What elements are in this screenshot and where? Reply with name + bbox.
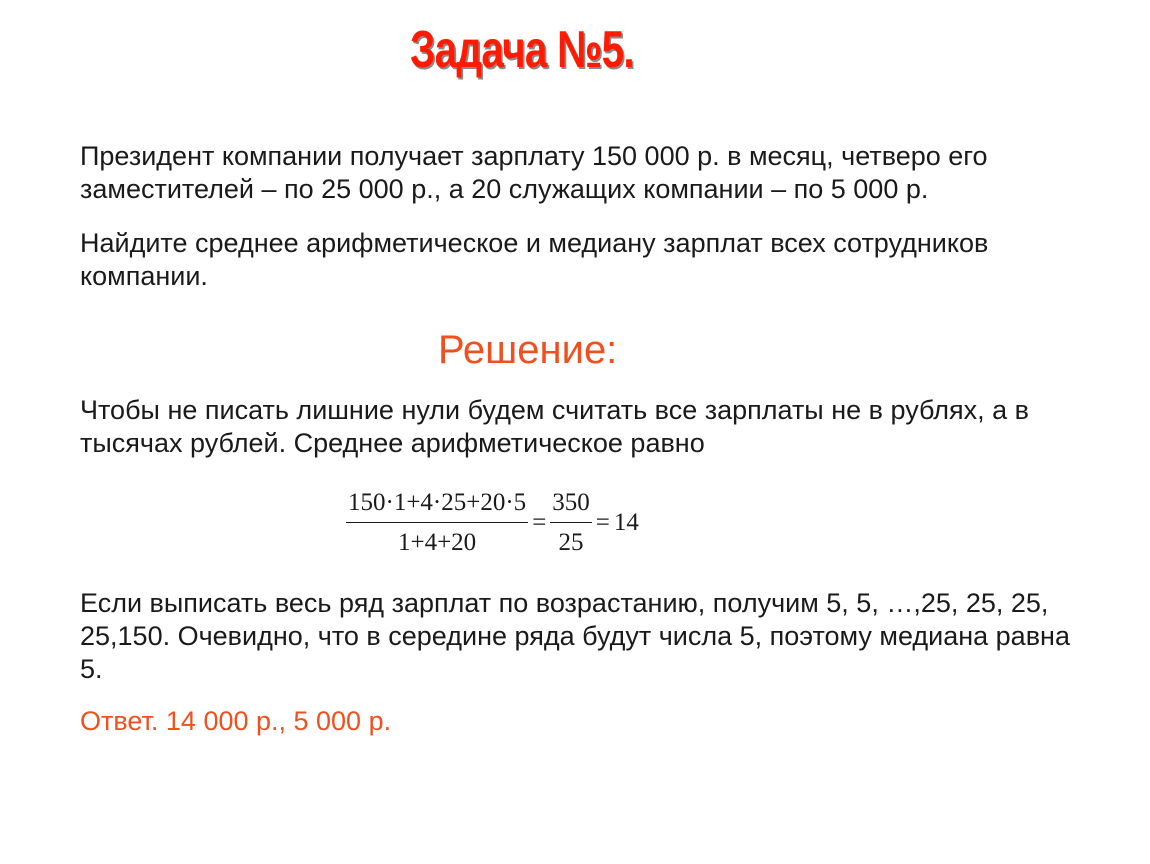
equals-sign-1: =	[532, 509, 547, 536]
problem-paragraph-1: Президент компании получает зарплату 150 000 р. в месяц, четверо его заместителей – по 25 000 р., а 20 служащих компании – по 5 000 р.	[80, 141, 988, 204]
fraction-2-numerator: 350	[552, 489, 590, 516]
solution-paragraph-2: Если выписать весь ряд зарплат по возрастанию, получим 5, 5, …,25, 25, 25, 25,150. Очевидно, что в середине ряда будут числа 5, поэтому медиана равна 5.	[80, 588, 1070, 684]
fraction-1-numerator: 150·1+4·25+20·5	[348, 489, 527, 516]
fraction-2-denominator: 25	[550, 522, 592, 558]
solution-paragraph-1: Чтобы не писать лишние нули будем считать все зарплаты не в рублях, а в тысячах рублей. Среднее арифметическое равно	[80, 395, 1029, 458]
solution-heading: Решение:	[438, 328, 618, 372]
fraction-1	[346, 488, 528, 558]
fraction-1-denominator: 1+4+20	[346, 522, 528, 558]
slide-title: Задача №5.	[410, 21, 634, 79]
answer-text: Ответ. 14 000 р., 5 000 р.	[80, 706, 392, 736]
problem-paragraph-2: Найдите среднее арифметическое и медиану зарплат всех сотрудников компании.	[80, 228, 989, 291]
equals-sign-2: =	[595, 509, 610, 536]
fraction-2	[550, 488, 592, 558]
formula-result: 14	[613, 509, 639, 536]
mean-formula	[346, 488, 643, 558]
